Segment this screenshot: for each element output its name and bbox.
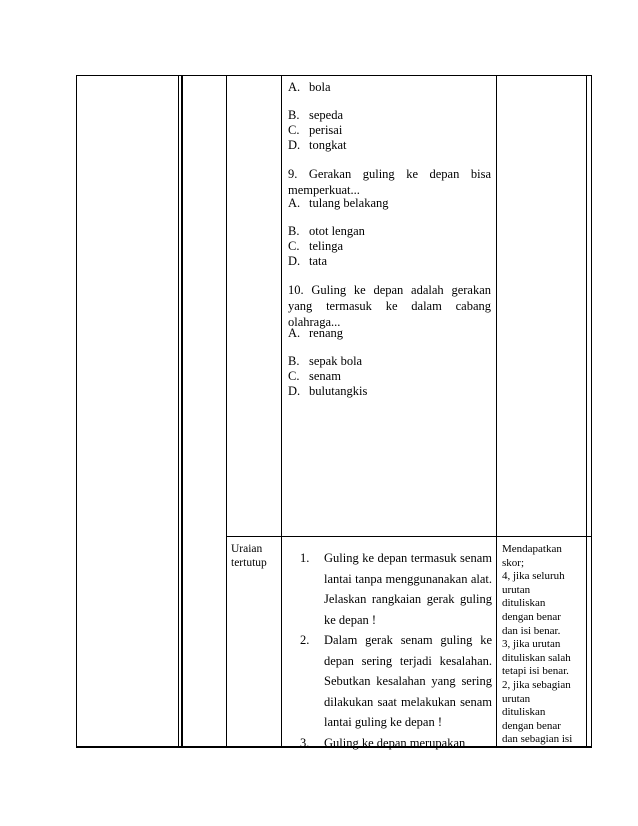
question-9: 9. Gerakan guling ke depan bisa memperkuat...	[288, 167, 491, 197]
option-q8-d: D. tongkat	[288, 138, 347, 152]
column-divider-3	[281, 75, 282, 748]
scoring-line: urutan	[502, 583, 531, 596]
column-divider-4	[496, 75, 497, 748]
option-q9-c: C. telinga	[288, 239, 344, 253]
option-q9-a: A. tulang belakang	[288, 196, 389, 210]
scoring-line: dengan benar	[502, 719, 561, 732]
scoring-line: Mendapatkan	[502, 543, 562, 555]
option-q9-b: B. otot lengan	[288, 224, 365, 238]
column-divider-5	[586, 75, 587, 748]
option-q10-b: B. sepak bola	[288, 354, 363, 368]
option-q8-b: B. sepeda	[288, 108, 344, 122]
question-type-line1: Uraian	[231, 543, 263, 555]
scoring-line: 3, jika urutan	[502, 638, 561, 651]
question-type-line2: tertutup	[231, 557, 267, 569]
column-divider-double-b	[181, 75, 183, 748]
option-q10-d: D. bulutangkis	[288, 384, 368, 398]
option-q8-c: C. perisai	[288, 123, 343, 137]
scoring-line: dituliskan	[502, 706, 546, 719]
scoring-line: urutan	[502, 692, 531, 705]
option-q10-a: A. renang	[288, 326, 344, 340]
column-divider-double-a	[178, 75, 179, 748]
question-type-label	[231, 542, 267, 570]
option-q8-a: A. bola	[288, 80, 331, 94]
scoring-line: dituliskan salah	[502, 651, 571, 664]
essay-item: 1. Guling ke depan termasuk senam lantai tanpa menggunanakan alat. Jelaskan rangkaian gerak guling ke depan !	[300, 551, 492, 627]
scoring-line: tetapi isi benar.	[502, 665, 569, 678]
essay-item: 2. Dalam gerak senam guling ke depan sering terjadi kesalahan. Sebutkan kesalahan yang sering dilakukan saat melakukan senam lantai guling ke depan !	[300, 633, 492, 729]
column-divider-2	[226, 75, 227, 748]
essay-item: 3. Guling ke depan merupakan	[300, 735, 466, 750]
option-q10-c: C. senam	[288, 369, 341, 383]
question-10: 10. Guling ke depan adalah gerakan yang termasuk ke dalam cabang olahraga...	[288, 283, 491, 329]
scoring-line: 4, jika seluruh	[502, 570, 565, 583]
scoring-line: 2, jika sebagian	[502, 678, 571, 691]
scoring-line: dan sebagian isi	[502, 733, 573, 746]
scoring-line: skor;	[502, 556, 524, 569]
scoring-rubric	[502, 543, 586, 747]
scoring-line: dan isi benar.	[502, 624, 561, 637]
option-q9-d: D. tata	[288, 254, 328, 268]
row-divider	[226, 536, 592, 537]
essay-questions	[300, 548, 492, 753]
scoring-line: dituliskan	[502, 597, 546, 610]
scoring-line: dengan benar	[502, 610, 561, 623]
